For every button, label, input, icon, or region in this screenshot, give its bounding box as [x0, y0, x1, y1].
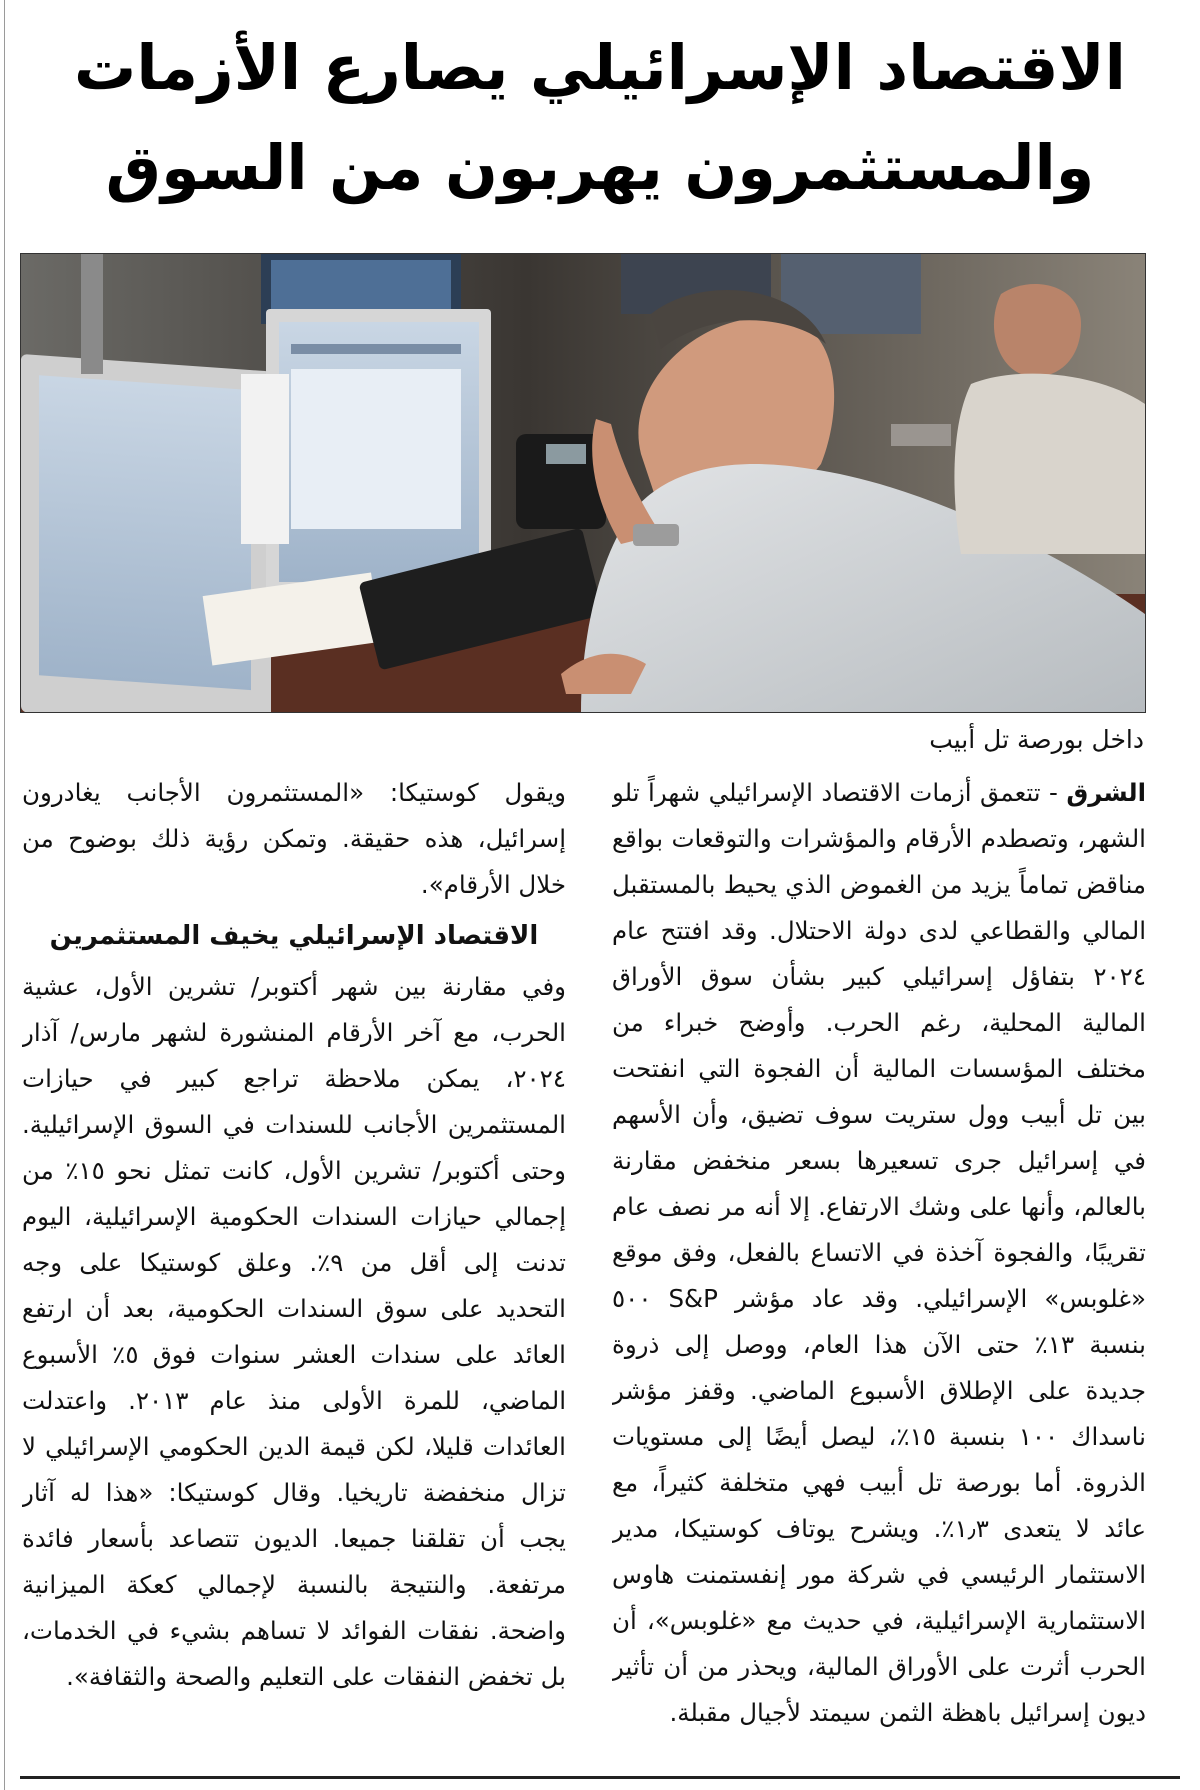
headline	[40, 18, 1160, 218]
photo-illustration	[21, 254, 1145, 712]
article-paragraph-1	[612, 770, 1146, 1736]
headline-line-2: والمستثمرون يهربون من السوق	[105, 131, 1095, 204]
article-body-right: - تتعمق أزمات الاقتصاد الإسرائيلي شهراً تلو الشهر، وتصطدم الأرقام والمؤشرات والتوقعات بواقع مناقض تماماً يزيد من الغموض الذي يحيط بالمستقبل المالي والقطاعي لدى دولة الاحتلال. وقد افتتح عام ٢٠٢٤ بتفاؤل إسرائيلي كبير بشأن سوق الأوراق المالية المحلية، رغم الحرب. وأوضح خبراء من مختلف المؤسسات المالية أن الفجوة التي انفتحت بين تل أبيب وول ستريت سوف تضيق، وأن الأسهم في إسرائيل جرى تسعيرها بسعر منخفض مقارنة بالعالم، وأنها على وشك الارتفاع. إلا أنه مر نصف عام تقريبًا، والفجوة آخذة في الاتساع بالفعل، وفق موقع «غلوبس» الإسرائيلي. وقد عاد مؤشر S&P ٥٠٠ بنسبة ١٣٪ حتى الآن هذا العام، ووصل إلى ذروة جديدة على الإطلاق الأسبوع الماضي. وقفز مؤشر ناسداك ١٠٠ بنسبة ١٥٪، ليصل أيضًا إلى مستويات الذروة. أما بورصة تل أبيب فهي متخلفة كثيراً، مع عائد لا يتعدى ١٫٣٪. ويشرح يوتاف كوستيكا، مدير الاستثمار الرئيسي في شركة مور إنفستمنت هاوس الاستثمارية الإسرائيلية، في حديث مع «غلوبس»، أن الحرب أثرت على الأوراق المالية، ويحذر من أن تأثير ديون إسرائيل باهظة الثمن سيمتد لأجيال مقبلة.	[612, 778, 1146, 1727]
article-column-right	[612, 770, 1146, 1760]
subheading: الاقتصاد الإسرائيلي يخيف المستثمرين	[49, 921, 539, 951]
trading-floor-photo	[20, 253, 1146, 713]
column-border	[4, 0, 5, 1790]
headline-line-1: الاقتصاد الإسرائيلي يصارع الأزمات	[74, 31, 1126, 104]
bottom-divider	[20, 1776, 1180, 1779]
article-body-left: وفي مقارنة بين شهر أكتوبر/ تشرين الأول، عشية الحرب، مع آخر الأرقام المنشورة لشهر مارس/ آذار ٢٠٢٤، يمكن ملاحظة تراجع كبير في حيازات المستثمرين الأجانب للسندات في السوق الإسرائيلية. وحتى أكتوبر/ تشرين الأول، كانت تمثل نحو ١٥٪ من إجمالي حيازات السندات الحكومية الإسرائيلية، اليوم تدنت إلى أقل من ٩٪. وعلق كوستيكا على وجه التحديد على سوق السندات الحكومية، بعد أن ارتفع العائد على سندات العشر سنوات فوق ٥٪ الأسبوع الماضي، للمرة الأولى منذ عام ٢٠١٣. واعتدلت العائدات قليلا، لكن قيمة الدين الحكومي الإسرائيلي لا تزال منخفضة تاريخيا. وقال كوستيكا: «هذا له آثار يجب أن تقلقنا جميعا. الديون تتصاعد بأسعار فائدة مرتفعة. والنتيجة بالنسبة لإجمالي كعكة الميزانية واضحة. نفقات الفوائد لا تساهم بشيء في الخدمات، بل تخفض النفقات على التعليم والصحة والثقافة».	[22, 972, 566, 1691]
article-intro-quote: ويقول كوستيكا: «المستثمرون الأجانب يغادرون إسرائيل، هذه حقيقة. وتمكن رؤية ذلك بوضوح من خلال الأرقام».	[22, 778, 566, 899]
article-column-left	[22, 770, 566, 1760]
dateline: الشرق	[1066, 778, 1146, 807]
photo-caption: داخل بورصة تل أبيب	[929, 725, 1144, 754]
